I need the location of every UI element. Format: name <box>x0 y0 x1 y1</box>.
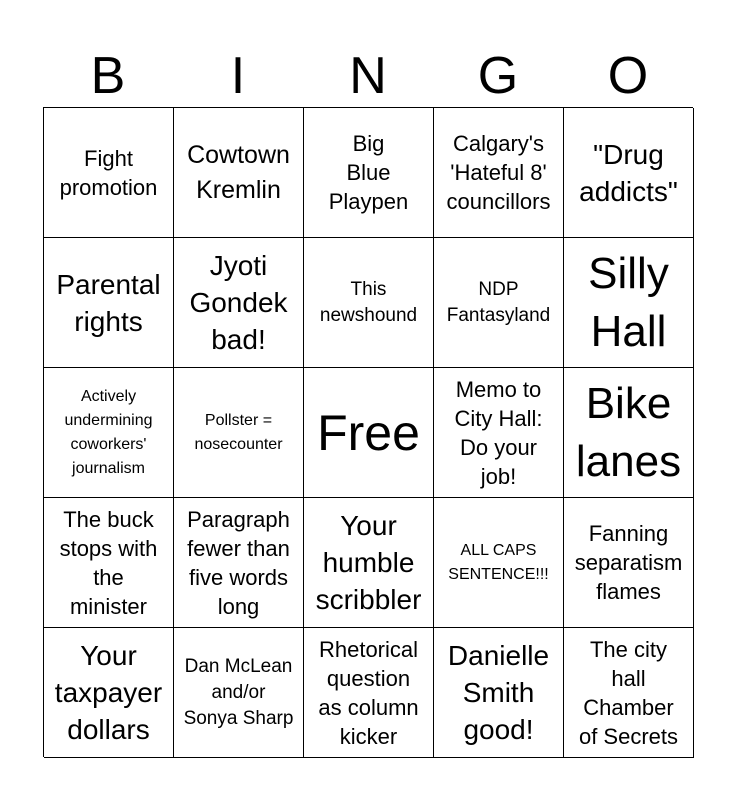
bingo-cell-r1-c1[interactable] <box>44 108 174 238</box>
header-letter-n: N <box>349 47 387 105</box>
bingo-cell-r4-c1[interactable] <box>44 498 174 628</box>
cell-text: "Drug addicts" <box>579 138 678 207</box>
cell-text: Your humble scribbler <box>315 510 422 615</box>
bingo-cell-free[interactable] <box>304 368 434 498</box>
cell-text: The buck stops with the minister <box>59 506 158 619</box>
cell-text: Actively undermining coworkers' journalism <box>64 387 153 477</box>
bingo-cell-r4-c5[interactable] <box>564 498 694 628</box>
cell-text: Silly Hall <box>588 248 669 356</box>
cell-text: The city hall Chamber of Secrets <box>578 636 679 749</box>
cell-text: Dan McLean and/or Sonya Sharp <box>183 655 294 729</box>
header-letter-o: O <box>607 47 649 105</box>
cell-text: Fanning separatism flames <box>574 521 683 604</box>
bingo-cell-r4-c2[interactable] <box>174 498 304 628</box>
bingo-cell-r3-c5[interactable] <box>564 368 694 498</box>
cell-text: Cowtown Kremlin <box>187 140 290 204</box>
cell-text: Calgary's 'Hateful 8' councillors <box>446 131 551 214</box>
cell-text: Paragraph fewer than five words long <box>187 506 290 619</box>
header-letter-g: G <box>477 47 519 105</box>
cell-text: Your taxpayer dollars <box>54 640 163 745</box>
cell-text: Rhetorical question as column kicker <box>318 636 419 749</box>
bingo-cell-r1-c5[interactable] <box>564 108 694 238</box>
cell-text: Fight promotion <box>59 145 158 200</box>
bingo-cell-r5-c5[interactable] <box>564 628 694 758</box>
bingo-cell-r2-c5[interactable] <box>564 238 694 368</box>
cell-text: Parental rights <box>56 268 161 337</box>
bingo-cell-r5-c1[interactable] <box>44 628 174 758</box>
bingo-cell-r3-c2[interactable] <box>174 368 304 498</box>
bingo-header <box>43 46 693 106</box>
cell-text: Danielle Smith good! <box>447 640 550 745</box>
bingo-cell-r3-c4[interactable] <box>434 368 564 498</box>
bingo-cell-r2-c3[interactable] <box>304 238 434 368</box>
free-space-text: Free <box>317 404 420 461</box>
bingo-cell-r4-c4[interactable] <box>434 498 564 628</box>
bingo-cell-r2-c1[interactable] <box>44 238 174 368</box>
cell-text: Pollster = nosecounter <box>194 411 283 453</box>
bingo-cell-r1-c2[interactable] <box>174 108 304 238</box>
header-letter-b: B <box>90 47 126 105</box>
bingo-cell-r3-c1[interactable] <box>44 368 174 498</box>
bingo-cell-r5-c2[interactable] <box>174 628 304 758</box>
cell-text: Memo to City Hall: Do your job! <box>454 376 543 489</box>
bingo-cell-r1-c3[interactable] <box>304 108 434 238</box>
bingo-cell-r2-c4[interactable] <box>434 238 564 368</box>
header-letter-i: I <box>230 47 246 105</box>
bingo-board <box>43 107 693 757</box>
bingo-cell-r5-c3[interactable] <box>304 628 434 758</box>
bingo-cell-r4-c3[interactable] <box>304 498 434 628</box>
cell-text: Big Blue Playpen <box>328 131 409 214</box>
cell-text: Jyoti Gondek bad! <box>189 250 288 355</box>
cell-text: NDP Fantasyland <box>446 278 551 326</box>
cell-text: ALL CAPS SENTENCE!!! <box>448 541 549 583</box>
bingo-cell-r1-c4[interactable] <box>434 108 564 238</box>
bingo-cell-r5-c4[interactable] <box>434 628 564 758</box>
cell-text: This newshound <box>319 278 418 326</box>
bingo-cell-r2-c2[interactable] <box>174 238 304 368</box>
cell-text: Bike lanes <box>575 378 682 486</box>
